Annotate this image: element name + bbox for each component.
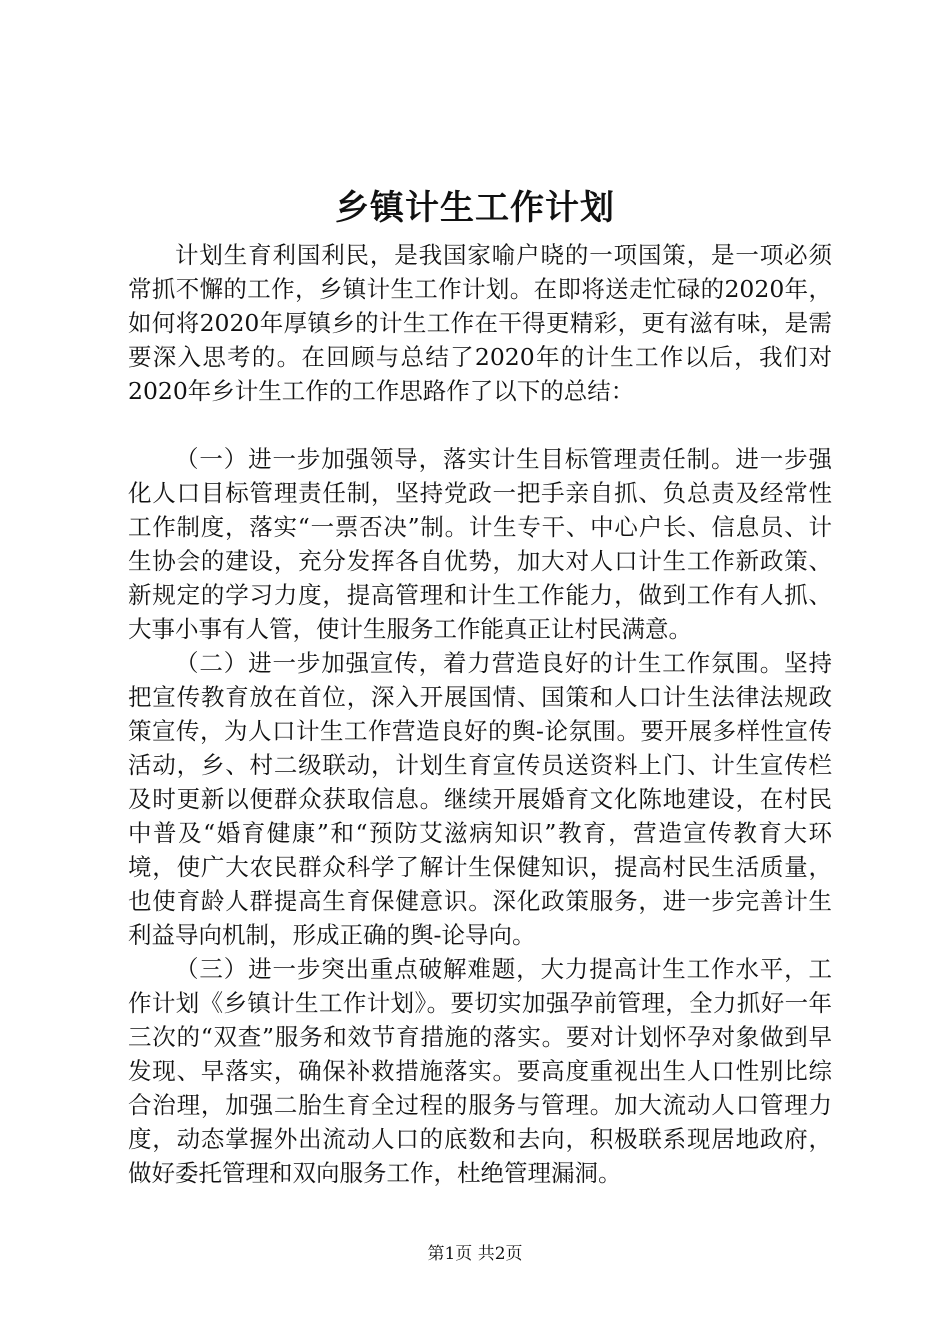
paragraph-intro: 计划生育利国利民，是我国家喻户晓的一项国策，是一项必须常抓不懈的工作，乡镇计生工作计划。在即将送走忙碌的2020年，如何将2020年厚镇乡的计生工作在干得更精彩，更有滋有味，是需要深入思考的。在回顾与总结了2020年的计生工作以后，我们对2020年乡计生工作的工作思路作了以下的总结： [128,241,832,405]
paragraph-spacer [128,408,832,442]
document-title: 乡镇计生工作计划 [335,188,615,228]
page-number-footer: 第1页 共2页 [427,1244,523,1264]
document-body [128,238,832,1190]
paragraph-section-2: （二）进一步加强宣传，着力营造良好的计生工作氛围。坚持把宣传教育放在首位，深入开展国情、国策和人口计生法律法规政策宣传，为人口计生工作营造良好的舆-论氛围。要开展多样性宣传活动，乡、村二级联动，计划生育宣传员送资料上门、计生宣传栏及时更新以便群众获取信息。继续开展婚育文化陈地建设，在村民中普及“婚育健康”和“预防艾滋病知识”教育，营造宣传教育大环境，使广大农民群众科学了解计生保健知识，提高村民生活质量，也使育龄人群提高生育保健意识。深化政策服务，进一步完善计生利益导向机制，形成正确的舆-论导向。 [128,649,832,949]
paragraph-section-1: （一）进一步加强领导，落实计生目标管理责任制。进一步强化人口目标管理责任制，坚持党政一把手亲自抓、负总责及经常性工作制度，落实“一票否决”制。计生专干、中心户长、信息员、计生协会的建设，充分发挥各自优势，加大对人口计生工作新政策、新规定的学习力度，提高管理和计生工作能力，做到工作有人抓、大事小事有人管，使计生服务工作能真正让村民满意。 [128,445,832,643]
paragraph-section-3: （三）进一步突出重点破解难题，大力提高计生工作水平，工作计划《乡镇计生工作计划》。要切实加强孕前管理，全力抓好一年三次的“双查”服务和效节育措施的落实。要对计划怀孕对象做到早发现、早落实，确保补救措施落实。要高度重视出生人口性别比综合治理，加强二胎生育全过程的服务与管理。加大流动人口管理力度，动态掌握外出流动人口的底数和去向，积极联系现居地政府，做好委托管理和双向服务工作，杜绝管理漏洞。 [128,955,832,1187]
